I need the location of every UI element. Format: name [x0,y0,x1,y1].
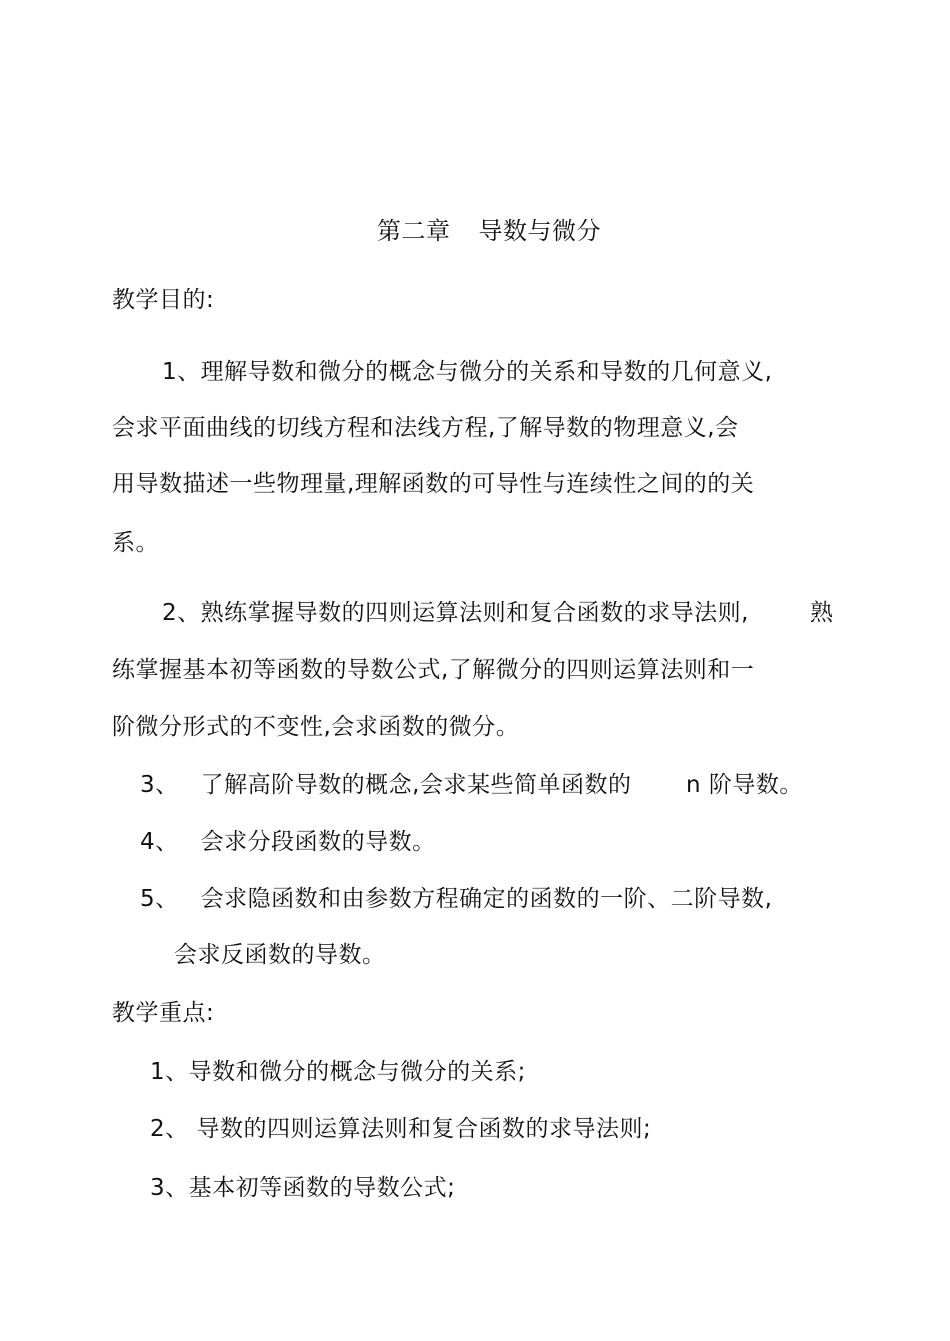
objective-4-number: 4、 [140,829,179,855]
objective-3-number: 3、 [140,772,179,798]
objective-4-text: 会求分段函数的导数。 [200,829,436,855]
objective-1-line-4: 系。 [112,530,159,556]
objective-1-line-3: 用导数描述一些物理量,理解函数的可导性与连续性之间的的关 [112,471,755,497]
objectives-heading: 教学目的: [112,287,215,313]
keypoint-2: 2、 导数的四则运算法则和复合函数的求导法则; [150,1116,652,1142]
keypoint-3: 3、基本初等函数的导数公式; [150,1175,456,1201]
objective-1-line-1: 1、理解导数和微分的概念与微分的关系和导数的几何意义, [162,359,773,385]
objective-3 [140,770,631,800]
objective-3-tail: n 阶导数。 [686,772,803,798]
objective-5-text: 会求隐函数和由参数方程确定的函数的一阶、二阶导数, [200,886,773,912]
keypoint-1: 1、导数和微分的概念与微分的关系; [150,1059,526,1085]
objective-2-line-2: 练掌握基本初等函数的导数公式,了解微分的四则运算法则和一 [112,657,755,683]
objective-5-number: 5、 [140,886,179,912]
objective-2-line-3: 阶微分形式的不变性,会求函数的微分。 [112,714,520,740]
chapter-label: 第二章 [377,217,451,245]
objective-4 [140,827,436,857]
keypoints-heading: 教学重点: [112,1000,215,1026]
objective-2-line-1 [162,598,749,628]
objective-5-line-1 [140,884,772,914]
chapter-heading [377,216,601,246]
chapter-title: 导数与微分 [478,217,601,245]
objective-5-line-2: 会求反函数的导数。 [174,942,386,968]
objective-3-text: 了解高阶导数的概念,会求某些简单函数的 [200,772,632,798]
objective-1-line-2: 会求平面曲线的切线方程和法线方程,了解导数的物理意义,会 [112,415,739,441]
objective-2-line-1-text: 2、熟练掌握导数的四则运算法则和复合函数的求导法则, [162,600,749,626]
objective-2-line-1-tail: 熟 [810,600,834,626]
